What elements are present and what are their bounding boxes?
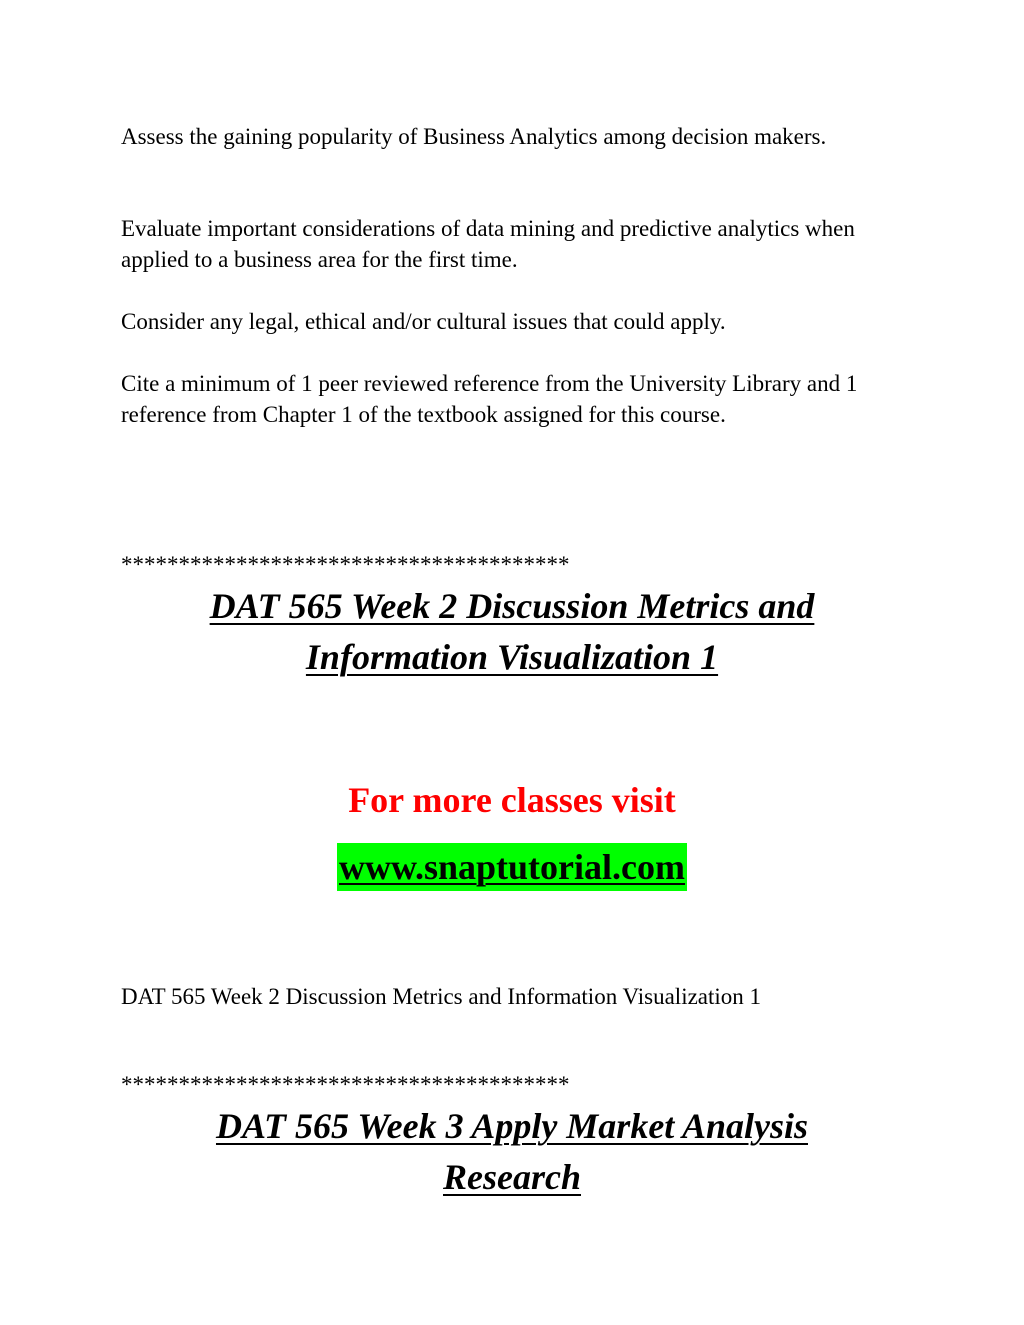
week3-heading-line2: Research (443, 1157, 581, 1197)
separator-stars: *************************************** (121, 552, 570, 577)
promo-link-container (0, 843, 1024, 891)
week2-heading-line1: DAT 565 Week 2 Discussion Metrics and (209, 586, 815, 626)
paragraph-assess: Assess the gaining popularity of Business Analytics among decision makers. (121, 124, 827, 149)
promo-link[interactable]: www.snaptutorial.com (337, 843, 687, 891)
paragraph-consider: Consider any legal, ethical and/or cultural issues that could apply. (121, 309, 726, 334)
week2-heading-line2: Information Visualization 1 (305, 637, 719, 677)
week3-heading-line1: DAT 565 Week 3 Apply Market Analysis (215, 1106, 808, 1146)
paragraph-evaluate: Evaluate important considerations of data mining and predictive analytics when applied to a business area for the first time. (121, 216, 855, 272)
promo-text: For more classes visit (348, 780, 676, 820)
separator-stars-2: *************************************** (121, 1072, 570, 1097)
week2-body-text: DAT 565 Week 2 Discussion Metrics and Information Visualization 1 (121, 984, 762, 1009)
paragraph-cite: Cite a minimum of 1 peer reviewed reference from the University Library and 1 reference from Chapter 1 of the textbook assigned for this course. (121, 371, 858, 427)
